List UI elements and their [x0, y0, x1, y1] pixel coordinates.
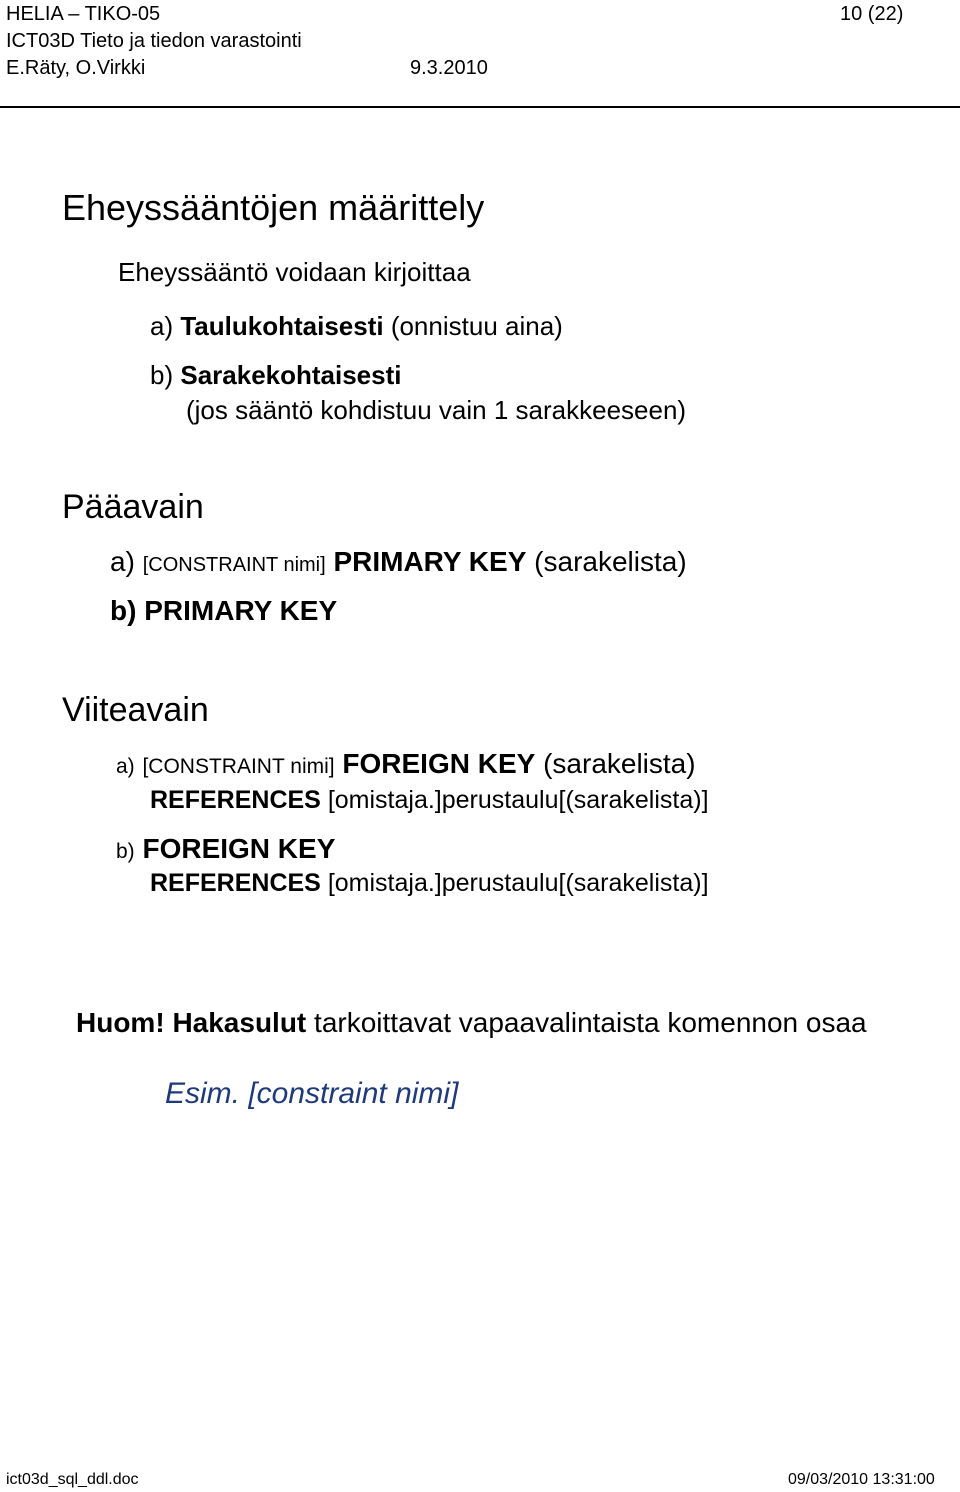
constraint-prefix: [CONSTRAINT nimi]	[142, 554, 326, 576]
authors: E.Räty, O.Virkki	[6, 57, 146, 79]
keyword: FOREIGN KEY	[342, 748, 536, 779]
item-label: b)	[110, 595, 137, 626]
item-term: Taulukohtaisesti	[180, 311, 384, 341]
constraint-prefix: [CONSTRAINT nimi]	[142, 755, 335, 778]
item-label: b)	[150, 360, 174, 390]
keyword: FOREIGN KEY	[142, 833, 336, 864]
pk-option-a	[110, 548, 687, 576]
item-label: a)	[116, 755, 135, 778]
note-term: Hakasulut	[172, 1007, 307, 1038]
item-rest: (sarakelista)	[526, 546, 687, 577]
fk-option-a	[116, 750, 696, 778]
header-date: 9.3.2010	[410, 57, 488, 79]
fk-option-b	[116, 835, 335, 863]
item-rest: [omistaja.]perustaulu[(sarakelista)]	[320, 869, 709, 897]
item-rest: [omistaja.]perustaulu[(sarakelista)]	[320, 786, 709, 814]
header-divider	[0, 106, 960, 108]
note-example: Esim. [constraint nimi]	[165, 1077, 459, 1110]
fk-option-a-references	[150, 788, 709, 813]
item-term: Sarakekohtaisesti	[180, 360, 402, 390]
page-number: 10 (22)	[840, 3, 904, 25]
section-title-primary-key: Pääavain	[62, 488, 204, 526]
item-label: b)	[116, 840, 135, 863]
list-item-a	[150, 313, 563, 339]
intro-text: Eheyssääntö voidaan kirjoittaa	[118, 257, 471, 287]
keyword: PRIMARY KEY	[144, 595, 338, 626]
keyword: REFERENCES	[150, 869, 321, 897]
fk-option-b-references	[150, 871, 709, 896]
item-label: a)	[110, 546, 135, 577]
keyword: PRIMARY KEY	[333, 546, 527, 577]
footer-filename: ict03d_sql_ddl.doc	[6, 1471, 139, 1488]
note-line	[76, 1009, 867, 1037]
list-item-b-note: (jos sääntö kohdistuu vain 1 sarakkeeseen)	[186, 395, 687, 425]
pk-option-b	[110, 597, 337, 625]
item-label: a)	[150, 311, 174, 341]
course-name: ICT03D Tieto ja tiedon varastointi	[6, 30, 302, 52]
note-huom: Huom!	[76, 1007, 165, 1038]
item-rest: (sarakelista)	[535, 748, 696, 779]
note-rest: tarkoittavat vapaavalintaista komennon osaa	[306, 1007, 867, 1038]
item-rest: (onnistuu aina)	[383, 311, 563, 341]
keyword: REFERENCES	[150, 786, 321, 814]
section-title-foreign-key: Viiteavain	[62, 691, 209, 729]
footer-timestamp: 09/03/2010 13:31:00	[788, 1471, 935, 1488]
section-title-integrity-rules: Eheyssääntöjen määrittely	[62, 187, 485, 228]
header-title: HELIA – TIKO-05	[6, 3, 161, 25]
list-item-b	[150, 362, 402, 388]
